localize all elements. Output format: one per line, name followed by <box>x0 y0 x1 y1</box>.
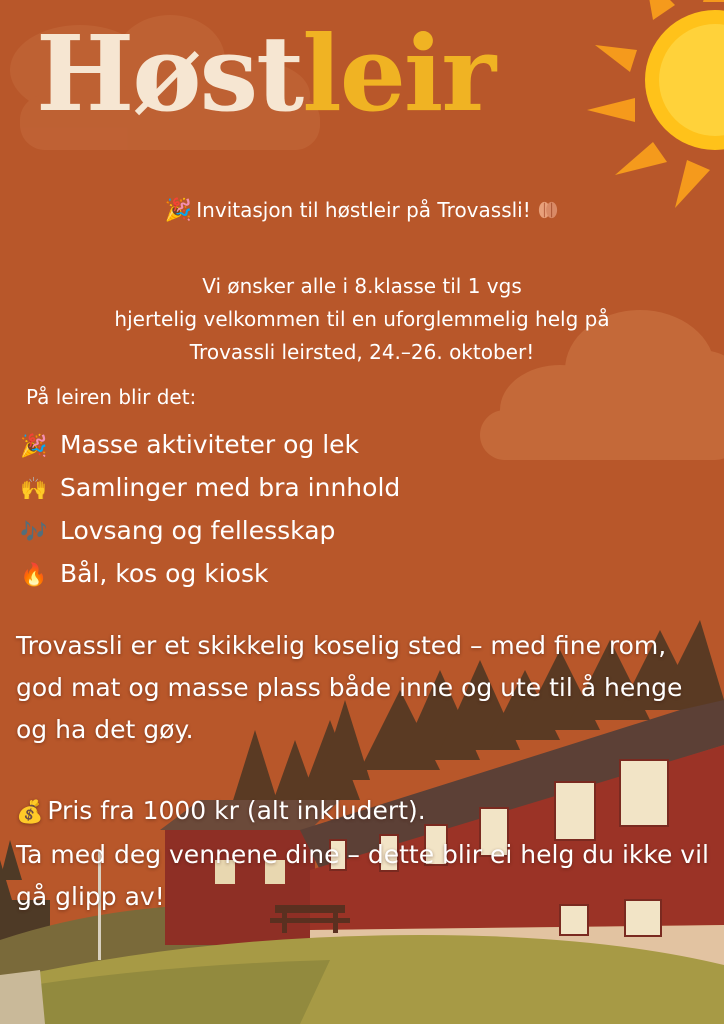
title-part-leir: leir <box>302 12 495 135</box>
raised-hands-icon: 🙌 <box>20 477 48 502</box>
welcome-line-3: Trovassli leirsted, 24.–26. oktober! <box>189 340 535 364</box>
sun <box>587 0 724 210</box>
leaf-icon <box>537 200 559 220</box>
welcome-line-2: hjertelig velkommen til en uforglemmelig helg på <box>114 307 610 331</box>
money-bag-icon: 💰 <box>16 800 44 825</box>
price-line <box>16 790 716 834</box>
activities-intro: På leiren blir det: <box>26 385 197 409</box>
party-popper-icon: 🎉 <box>164 198 193 223</box>
venue-description: Trovassli er et skikkelig koselig sted – med fine rom, god mat og masse plass både inne og ute til å henge og ha det gøy. <box>16 631 683 744</box>
title-part-host: Høst <box>36 12 303 135</box>
closing-text: Ta med deg vennene dine – dette blir ei helg du ikke vil gå glipp av! <box>16 840 709 911</box>
party-popper-icon: 🎉 <box>20 434 48 459</box>
price-and-closing <box>16 790 716 918</box>
invitation-line <box>0 194 724 227</box>
list-item: 🔥 Bål, kos og kiosk <box>16 553 400 596</box>
list-item: 🎉 Masse aktiviteter og lek <box>16 424 400 467</box>
invitation-text: Invitasjon til høstleir på Trovassli! <box>196 198 531 222</box>
music-notes-icon: 🎶 <box>20 520 48 545</box>
list-item: 🎶 Lovsang og fellesskap <box>16 510 400 553</box>
path <box>0 970 45 1024</box>
page-title <box>36 12 495 135</box>
welcome-line-1: Vi ønsker alle i 8.klasse til 1 vgs <box>202 274 522 298</box>
fire-icon: 🔥 <box>20 563 48 588</box>
activities-list <box>16 424 400 596</box>
welcome-message <box>0 270 724 369</box>
list-item: 🙌 Samlinger med bra innhold <box>16 467 400 510</box>
price-text: Pris fra 1000 kr (alt inkludert). <box>47 796 426 825</box>
